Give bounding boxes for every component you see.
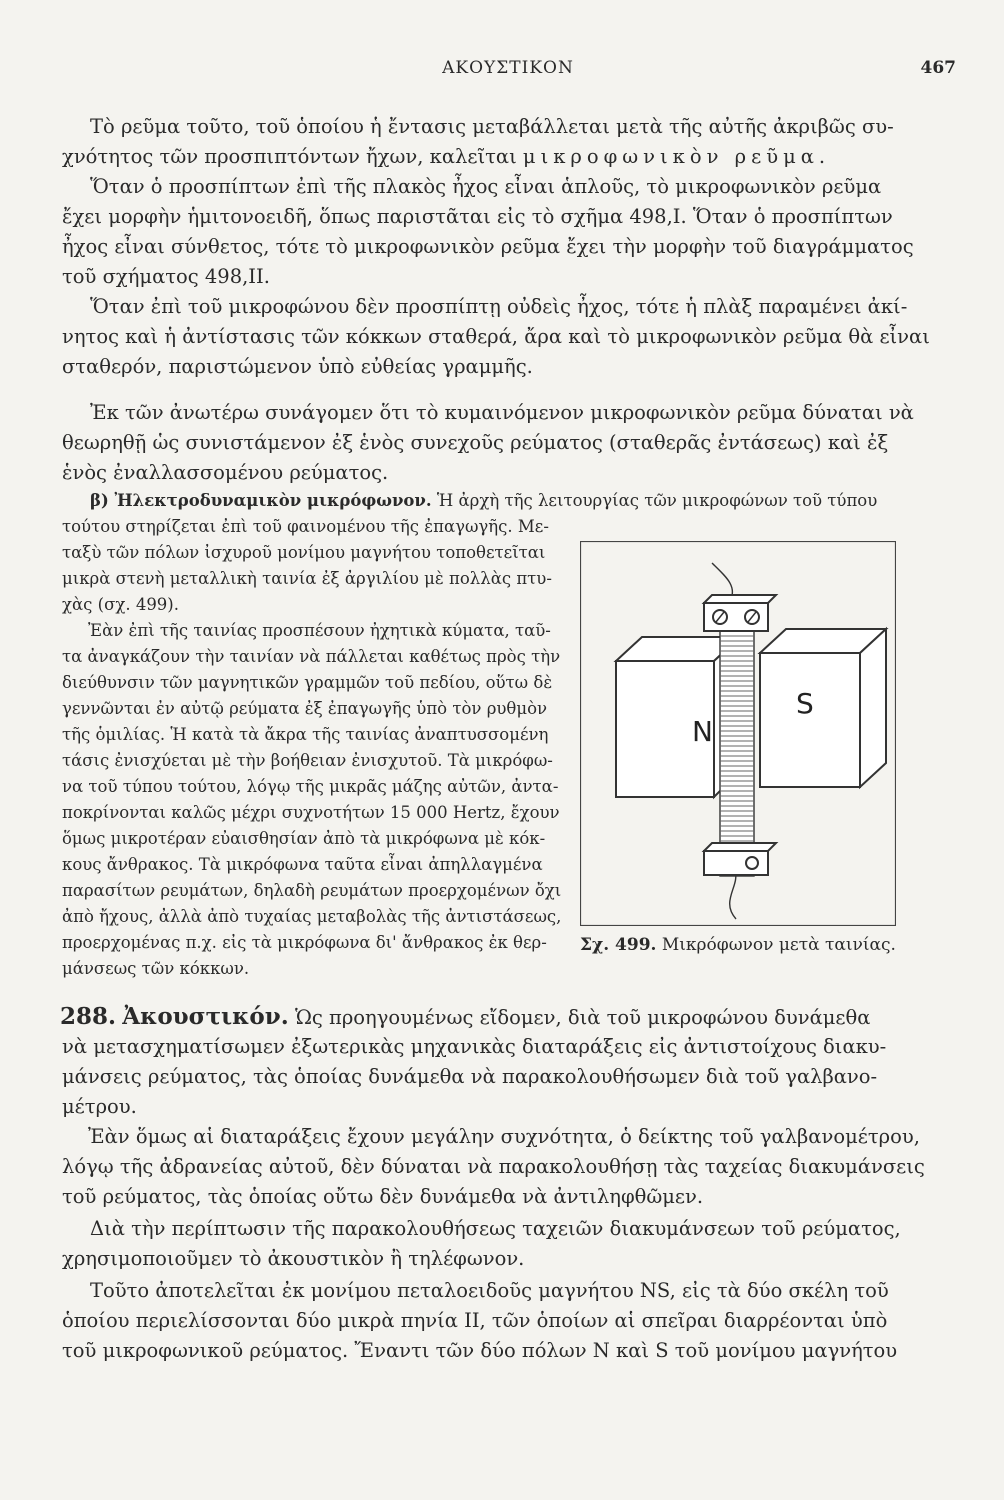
text-line: Ἐκ τῶν ἀνωτέρω συνάγομεν ὅτι τὸ κυμαινόμενον μικροφωνικὸν ρεῦμα δύναται νὰ (90, 401, 914, 424)
page-number: 467 (920, 58, 956, 78)
text-line: Ὅταν ἐπὶ τοῦ μικροφώνου δὲν προσπίπτῃ οὐδεὶς ἦχος, τότε ἡ πλὰξ παραμένει ἀκί- (90, 295, 908, 318)
section-number: 288. (60, 1003, 117, 1030)
text-line: μέτρου. (62, 1095, 137, 1118)
text-line: κους ἄνθρακος. Τὰ μικρόφωνα ταῦτα εἶναι ἀπηλλαγμένα (62, 855, 543, 874)
text-line: ὁποίου περιελίσσονται δύο μικρὰ πηνία ΙΙ, τῶν ὁποίων αἱ σπεῖραι διαρρέονται ὑπὸ (62, 1309, 888, 1332)
text-line: χνότητος τῶν προσπιπτόντων ἤχων, καλεῖται μικροφωνικὸν ρεῦμα. (62, 145, 831, 168)
text-line: διεύθυνσιν τῶν μαγνητικῶν γραμμῶν τοῦ πεδίου, οὕτω δὲ (62, 673, 553, 692)
section-288-first-line: 288. Ἀκουστικόν. Ὡς προηγουμένως εἴδομεν, διὰ τοῦ μικροφώνου δυνάμεθα (60, 1003, 871, 1030)
running-header (60, 58, 956, 88)
figure-ribbon-microphone (580, 541, 896, 926)
text-line: νητος καὶ ἡ ἀντίστασις τῶν κόκκων σταθερά, ἄρα καὶ τὸ μικροφωνικὸν ρεῦμα θὰ εἶναι (62, 325, 930, 348)
text-line: μάνσεις ρεύματος, τὰς ὁποίας δυνάμεθα νὰ παρακολουθήσωμεν διὰ τοῦ γαλβανο- (62, 1065, 878, 1088)
text-line: ἀπὸ ἤχους, ἀλλὰ ἀπὸ τυχαίας μεταβολὰς τῆς ἀντιστάσεως, (62, 907, 562, 926)
magnet-north-label: N (692, 715, 713, 748)
text-line: Τὸ ρεῦμα τοῦτο, τοῦ ὁποίου ἡ ἔντασις μεταβάλλεται μετὰ τῆς αὐτῆς ἀκριβῶς συ- (90, 115, 894, 138)
text-line: ἔχει μορφὴν ἡμιτονοειδῆ, ὅπως παριστᾶται εἰς τὸ σχῆμα 498,Ι. Ὅταν ὁ προσπίπτων (62, 205, 893, 228)
text-line: τα ἀναγκάζουν τὴν ταινίαν νὰ πάλλεται καθέτως πρὸς τὴν (62, 647, 561, 666)
emphasized-term: μικροφωνικὸν ρεῦμα. (522, 145, 831, 168)
text-line: Διὰ τὴν περίπτωσιν τῆς παρακολουθήσεως ταχειῶν διακυμάνσεων τοῦ ρεύματος, (90, 1217, 901, 1240)
text-line: Ἐὰν ἐπὶ τῆς ταινίας προσπέσουν ἠχητικὰ κύματα, ταῦ- (88, 621, 551, 640)
magnet-south-label: S (796, 687, 814, 720)
caption-label: Σχ. 499. (580, 935, 657, 955)
figure-caption (580, 932, 896, 958)
caption-text: Μικρόφωνον μετὰ ταινίας. (661, 935, 896, 955)
ribbon-microphone-diagram (580, 541, 896, 926)
section-heading: β) Ἠλεκτροδυναμικὸν μικρόφωνον. (90, 491, 432, 510)
section-heading: Ἀκουστικόν. (122, 1003, 289, 1030)
text-line: ἦχος εἶναι σύνθετος, τότε τὸ μικροφωνικὸν ρεῦμα ἔχει τὴν μορφὴν τοῦ διαγράμματος (62, 235, 914, 258)
text-line: ἑνὸς ἐναλλασσομένου ρεύματος. (62, 461, 389, 484)
text-line: ποκρίνονται καλῶς μέχρι συχνοτήτων 15 000 Hertz, ἔχουν (62, 803, 560, 822)
text-line: Ὅταν ὁ προσπίπτων ἐπὶ τῆς πλακὸς ἦχος εἶναι ἁπλοῦς, τὸ μικροφωνικὸν ρεῦμα (90, 175, 882, 198)
text-line: γεννῶνται ἐν αὐτῷ ρεύματα ἐξ ἐπαγωγῆς ὑπὸ τὸν ρυθμὸν (62, 699, 548, 718)
text-line: μάνσεως τῶν κόκκων. (62, 959, 250, 978)
text-line: θεωρηθῇ ὡς συνιστάμενον ἐξ ἑνὸς συνεχοῦς ρεύματος (σταθερᾶς ἐντάσεως) καὶ ἐξ (62, 431, 889, 454)
text-line: ταξὺ τῶν πόλων ἰσχυροῦ μονίμου μαγνήτου τοποθετεῖται (62, 543, 546, 562)
text-line: να τοῦ τύπου τούτου, λόγῳ τῆς μικρᾶς μάζης αὐτῶν, ἀντα- (62, 777, 559, 796)
text-line: Ἐὰν ὅμως αἱ διαταράξεις ἔχουν μεγάλην συχνότητα, ὁ δείκτης τοῦ γαλβανομέτρου, (88, 1125, 920, 1148)
text-line: νὰ μετασχηματίσωμεν ἐξωτερικὰς μηχανικὰς διαταράξεις εἰς ἀντιστοίχους διακυ- (62, 1035, 887, 1058)
text-line: χρησιμοποιοῦμεν τὸ ἀκουστικὸν ἢ τηλέφωνον. (62, 1247, 525, 1270)
text-line: σταθερόν, παριστώμενον ὑπὸ εὐθείας γραμμῆς. (62, 355, 533, 378)
text-line: τούτου στηρίζεται ἐπὶ τοῦ φαινομένου τῆς ἐπαγωγῆς. Με- (62, 517, 549, 536)
text-line: τάσις ἐνισχύεται μὲ τὴν βοήθειαν ἐνισχυτοῦ. Τὰ μικρόφω- (62, 751, 553, 770)
text-line: τῆς ὁμιλίας. Ἡ κατὰ τὰ ἄκρα τῆς ταινίας ἀναπτυσσομένη (62, 725, 549, 744)
text-line: τοῦ ρεύματος, τὰς ὁποίας οὔτω δὲν δυνάμεθα νὰ ἀντιληφθῶμεν. (62, 1185, 704, 1208)
header-title: ΑΚΟΥΣΤΙΚΟΝ (442, 58, 574, 78)
text-line: μικρὰ στενὴ μεταλλικὴ ταινία ἐξ ἀργιλίου μὲ πολλὰς πτυ- (62, 569, 552, 588)
text-line: ὅμως μικροτέραν εὐαισθησίαν ἀπὸ τὰ μικρόφωνα μὲ κόκ- (62, 829, 546, 848)
section-beta-first-line: β) Ἠλεκτροδυναμικὸν μικρόφωνον. Ἡ ἀρχὴ τῆς λειτουργίας τῶν μικροφώνων τοῦ τύπου (90, 491, 878, 510)
text-line: παρασίτων ρευμάτων, δηλαδὴ ρευμάτων προερχομένων ὄχι (62, 881, 562, 900)
text-line: χὰς (σχ. 499). (62, 595, 179, 614)
text-line: τοῦ σχήματος 498,ΙΙ. (62, 265, 270, 288)
text-line: προερχομένας π.χ. εἰς τὰ μικρόφωνα δι' ἄνθρακος ἐκ θερ- (62, 933, 547, 952)
text-line: Τοῦτο ἀποτελεῖται ἐκ μονίμου πεταλοειδοῦς μαγνήτου NS, εἰς τὰ δύο σκέλη τοῦ (90, 1279, 889, 1302)
text-line: λόγῳ τῆς ἀδρανείας αὐτοῦ, δὲν δύναται νὰ παρακολουθήσῃ τὰς ταχείας διακυμάνσεις (62, 1155, 925, 1178)
text-line: τοῦ μικροφωνικοῦ ρεύματος. Ἔναντι τῶν δύο πόλων N καὶ S τοῦ μονίμου μαγνήτου (62, 1339, 898, 1362)
